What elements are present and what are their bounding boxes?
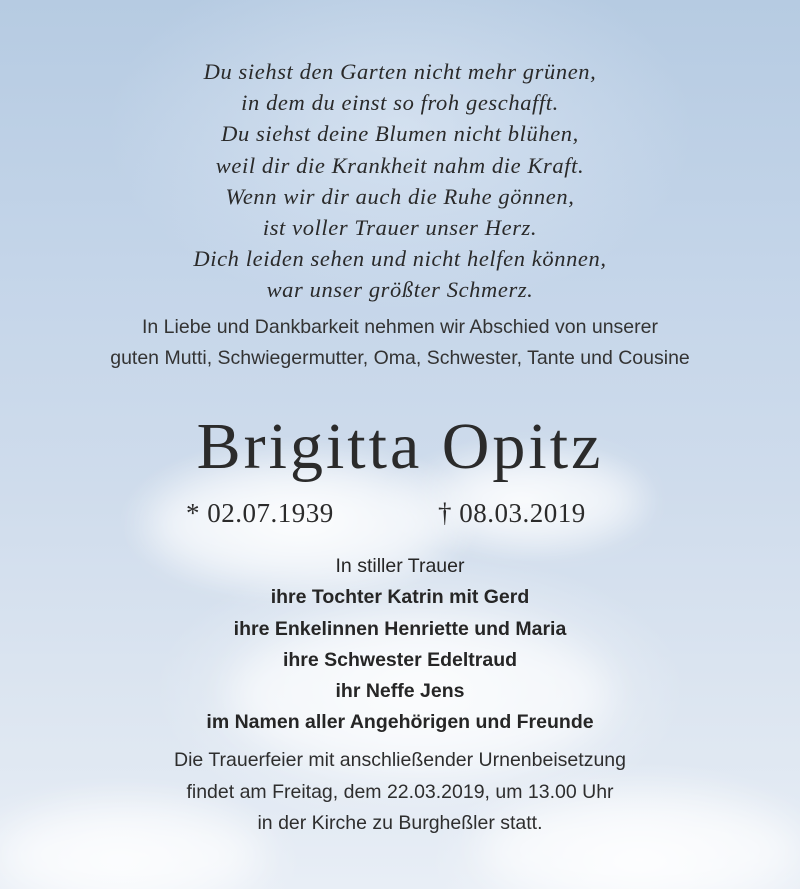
poem-line: Du siehst den Garten nicht mehr grünen, — [203, 59, 597, 84]
poem-line: Dich leiden sehen und nicht helfen können, — [193, 246, 607, 272]
mourner-line: ihre Enkelinnen Henriette und Maria — [233, 617, 567, 640]
farewell-line: In Liebe und Dankbarkeit nehmen wir Abschied von unserer — [142, 316, 658, 338]
funeral-service-info — [0, 745, 800, 840]
poem-line: weil dir die Krankheit nahm die Kraft. — [215, 152, 585, 178]
poem-line: Du siehst deine Blumen nicht blühen, — [221, 121, 579, 147]
poem-line: ist voller Trauer unser Herz. — [262, 215, 538, 241]
mourner-line: ihr Neffe Jens — [335, 680, 465, 703]
service-line: in der Kirche zu Burgheßler statt. — [257, 812, 543, 834]
mourner-line: im Namen aller Angehörigen und Freunde — [206, 711, 594, 734]
service-line: Die Trauerfeier mit anschließender Urnenbeisetzung — [174, 749, 626, 771]
birth-date: * 02.07.1939 — [186, 498, 334, 528]
memorial-poem — [0, 56, 800, 306]
mourner-line: ihre Tochter Katrin mit Gerd — [270, 586, 530, 609]
farewell-text — [0, 312, 800, 374]
poem-line: in dem du einst so froh geschafft. — [241, 90, 559, 116]
mourners-intro: In stiller Trauer — [335, 555, 465, 577]
farewell-line: guten Mutti, Schwiegermutter, Oma, Schwester, Tante und Cousine — [110, 347, 690, 369]
mourners-list — [0, 551, 800, 739]
mourner-line: ihre Schwester Edeltraud — [282, 648, 518, 671]
deceased-name: Brigitta Opitz — [196, 410, 604, 483]
death-date: † 08.03.2019 — [438, 498, 586, 528]
service-line: findet am Freitag, dem 22.03.2019, um 13.00 Uhr — [186, 780, 614, 803]
poem-line: war unser größter Schmerz. — [266, 277, 534, 303]
poem-line: Wenn wir dir auch die Ruhe gönnen, — [225, 183, 575, 209]
